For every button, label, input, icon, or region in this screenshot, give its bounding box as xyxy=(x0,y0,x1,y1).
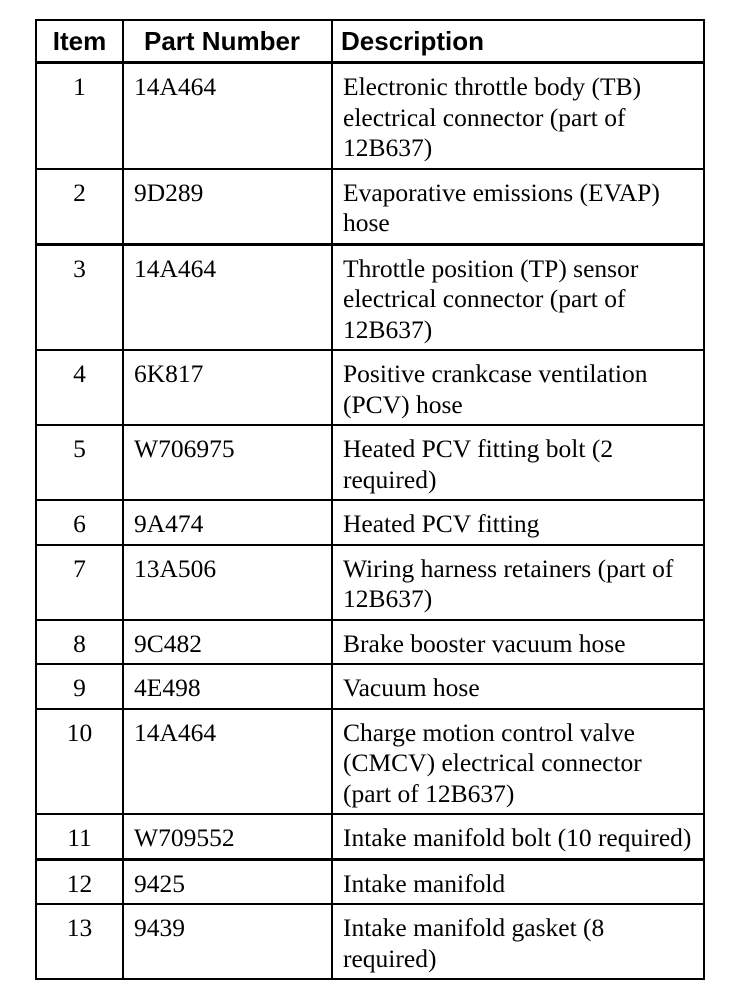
cell-description: Positive crankcase ventilation (PCV) hose xyxy=(332,350,704,425)
cell-description: Electronic throttle body (TB) electrical connector (part of 12B637) xyxy=(332,63,704,169)
table-row xyxy=(36,664,704,709)
cell-description: Charge motion control valve (CMCV) electrical connector (part of 12B637) xyxy=(332,709,704,815)
cell-part-number: 9C482 xyxy=(123,620,332,665)
cell-part-number: 9439 xyxy=(123,904,332,979)
table-row xyxy=(36,63,704,169)
cell-item: 11 xyxy=(36,814,123,859)
table-row xyxy=(36,904,704,979)
cell-item: 9 xyxy=(36,664,123,709)
cell-part-number: 9425 xyxy=(123,859,332,904)
cell-description: Heated PCV fitting xyxy=(332,500,704,545)
cell-part-number: 14A464 xyxy=(123,709,332,815)
table-row xyxy=(36,350,704,425)
cell-item: 10 xyxy=(36,709,123,815)
cell-item: 7 xyxy=(36,545,123,620)
table-row xyxy=(36,859,704,904)
cell-item: 3 xyxy=(36,244,123,350)
table-row xyxy=(36,545,704,620)
table-row xyxy=(36,425,704,500)
cell-part-number: 9A474 xyxy=(123,500,332,545)
cell-description: Evaporative emissions (EVAP) hose xyxy=(332,169,704,245)
table-header xyxy=(36,20,704,63)
cell-description: Brake booster vacuum hose xyxy=(332,620,704,665)
cell-description: Intake manifold xyxy=(332,859,704,904)
cell-part-number: 13A506 xyxy=(123,545,332,620)
cell-item: 6 xyxy=(36,500,123,545)
table-row xyxy=(36,169,704,245)
header-description: Description xyxy=(332,20,704,63)
cell-description: Intake manifold gasket (8 required) xyxy=(332,904,704,979)
cell-item: 8 xyxy=(36,620,123,665)
cell-part-number: 6K817 xyxy=(123,350,332,425)
table-row xyxy=(36,709,704,815)
cell-part-number: 4E498 xyxy=(123,664,332,709)
table-row xyxy=(36,500,704,545)
cell-part-number: 14A464 xyxy=(123,63,332,169)
cell-description: Wiring harness retainers (part of 12B637) xyxy=(332,545,704,620)
header-row xyxy=(36,20,704,63)
cell-description: Vacuum hose xyxy=(332,664,704,709)
cell-part-number: W706975 xyxy=(123,425,332,500)
table-row xyxy=(36,814,704,859)
cell-item: 13 xyxy=(36,904,123,979)
cell-item: 1 xyxy=(36,63,123,169)
cell-item: 12 xyxy=(36,859,123,904)
cell-part-number: 9D289 xyxy=(123,169,332,245)
cell-description: Heated PCV fitting bolt (2 required) xyxy=(332,425,704,500)
parts-table xyxy=(35,19,705,980)
header-item: Item xyxy=(36,20,123,63)
cell-part-number: W709552 xyxy=(123,814,332,859)
table-row xyxy=(36,620,704,665)
cell-part-number: 14A464 xyxy=(123,244,332,350)
header-part-number: Part Number xyxy=(123,20,332,63)
cell-item: 2 xyxy=(36,169,123,245)
cell-description: Throttle position (TP) sensor electrical connector (part of 12B637) xyxy=(332,244,704,350)
cell-item: 5 xyxy=(36,425,123,500)
table-body xyxy=(36,63,704,980)
cell-description: Intake manifold bolt (10 required) xyxy=(332,814,704,859)
cell-item: 4 xyxy=(36,350,123,425)
table-row xyxy=(36,244,704,350)
